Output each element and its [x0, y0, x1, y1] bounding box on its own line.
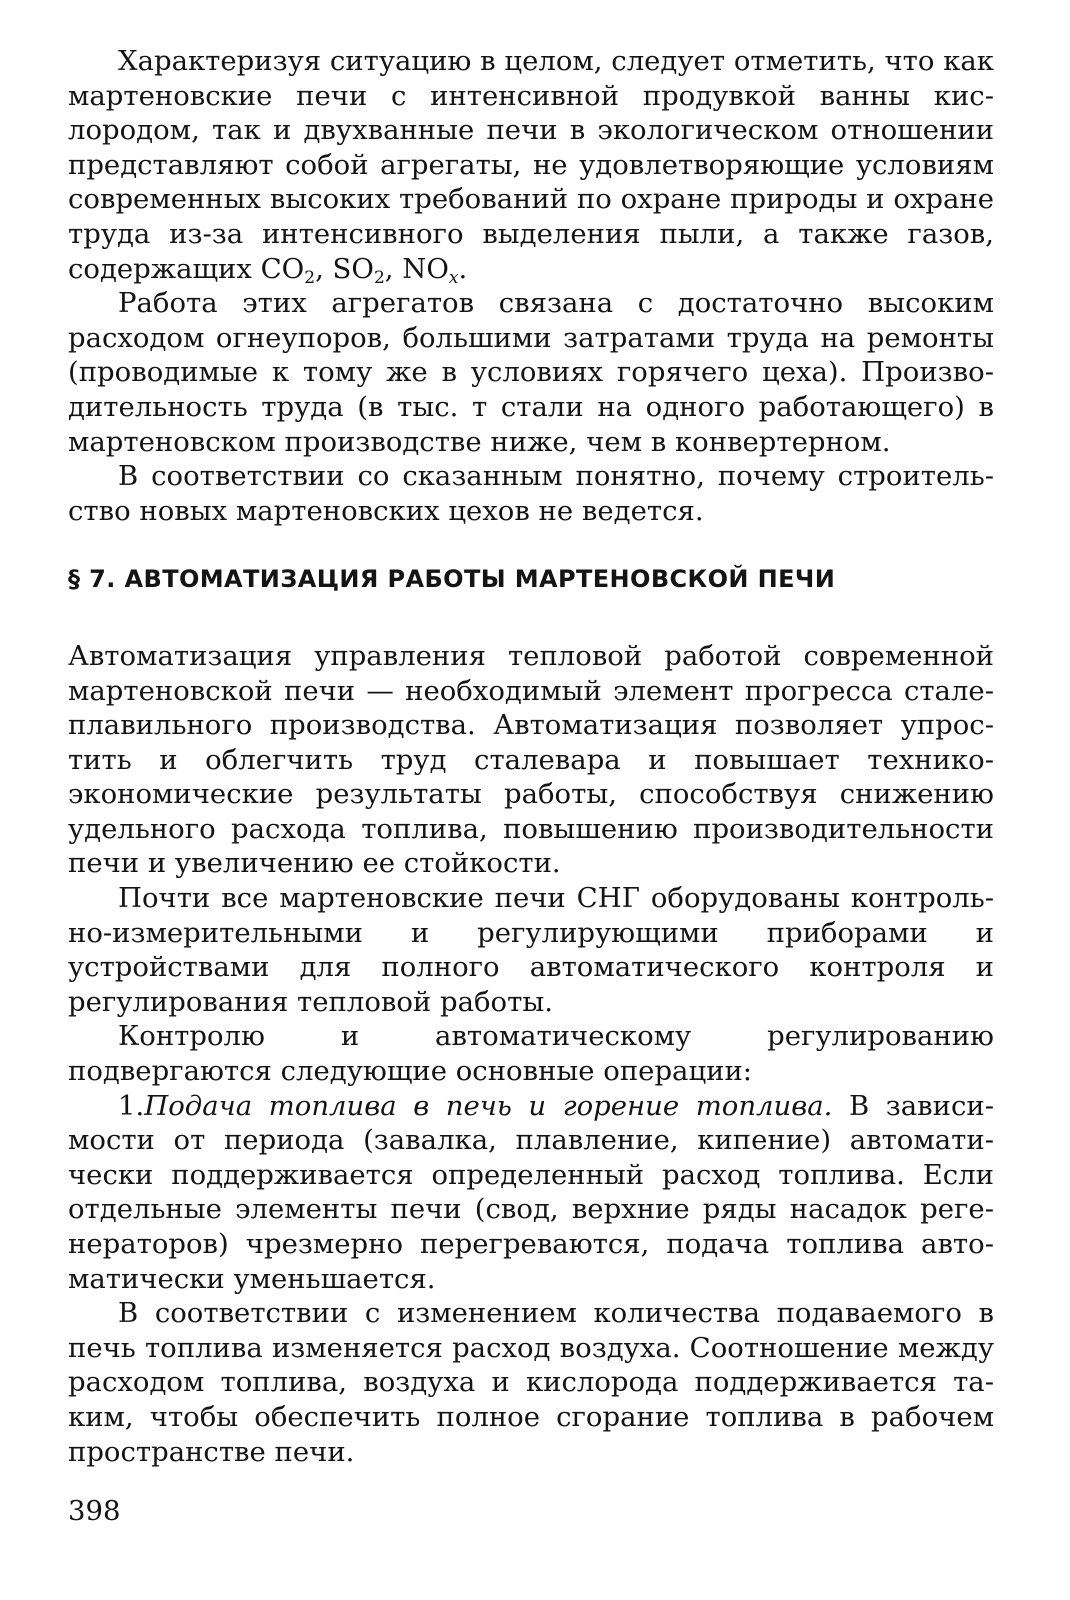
paragraph-instruments: Почти все мартеновские печи СНГ оборудованы контрольно-измерительными и регулирующими приборами и устройствами для полного автоматического контроля и регулирования тепловой работы.: [68, 882, 994, 1018]
paragraph-labor: Работа этих агрегатов связана с достаточно высоким расходом огнеупоров, большими затратами труда на ремонты (проводимые к тому же в условиях горячего цеха). Производительность труда (в тыс. т стали на одного работающего) в мартеновском производстве ниже, чем в конвертерном.: [68, 287, 994, 458]
gas-separator: ,: [384, 252, 403, 285]
spacer: [68, 597, 994, 639]
gas-nox: $NO_x$: [402, 252, 459, 288]
sentence-end: .: [458, 252, 468, 285]
section-heading: § 7. АВТОМАТИЗАЦИЯ РАБОТЫ МАРТЕНОВСКОЙ ПЕЧИ: [68, 565, 836, 594]
gas-separator: ,: [315, 252, 333, 285]
page-number: 398: [68, 1495, 121, 1527]
operation-title: Подача топлива в печь и горение топлива.: [144, 1089, 833, 1122]
paragraph-operations-intro: Контролю и автоматическому регулированию подвергаются следующие основные операции:: [68, 1020, 994, 1088]
paragraph-automation: Автоматизация управления тепловой работой современной мартеновской печи — необходимый элемент прогресса сталеплавильного производства. Автоматизация позволяет упростить и облегчить труд сталевара и повышает технико-экономические результаты работы, способствуя снижению удельного расхода топлива, повышению производительности печи и увеличению ее стойкости.: [68, 639, 994, 880]
list-number: 1.: [118, 1089, 145, 1122]
paragraph-fuel-supply: [68, 1089, 994, 1297]
paragraph-air-ratio: В соответствии с изменением количества подаваемого в печь топлива изменяется расход воздуха. Соотношение между расходом топлива, воздуха и кислорода поддерживается таким, чтобы обеспечить полное сгорание топлива в рабочем пространстве печи.: [68, 1297, 994, 1468]
paragraph-ecology: [68, 44, 994, 286]
gas-co2: $CO_2$: [260, 252, 316, 288]
spacer: [68, 528, 994, 562]
paragraph-ecology-text: Характеризуя ситуацию в целом, следует отметить, что как мартеновские печи с интенсивной продувкой ванны кислородом, так и двухванные печи в экологическом отношении представляют собой агрегаты, не удовлетворяющие условиям современных высоких требований по охране природы и охране труда из-за интенсивного выделения пыли, а также газов, содержащих: [68, 45, 994, 285]
operation-description: В зависимости от периода (завалка, плавление, кипение) автоматически поддерживается определенный расход топлива. Если отдельные элементы печи (свод, верхние ряды насадок регенераторов) чрезмерно перегреваются, подача топлива автоматически уменьшается.: [68, 1089, 994, 1295]
paragraph-construction: В соответствии со сказанным понятно, почему строительство новых мартеновских цехов не ведется.: [68, 460, 994, 527]
gas-so2: $SO_2$: [332, 252, 385, 288]
